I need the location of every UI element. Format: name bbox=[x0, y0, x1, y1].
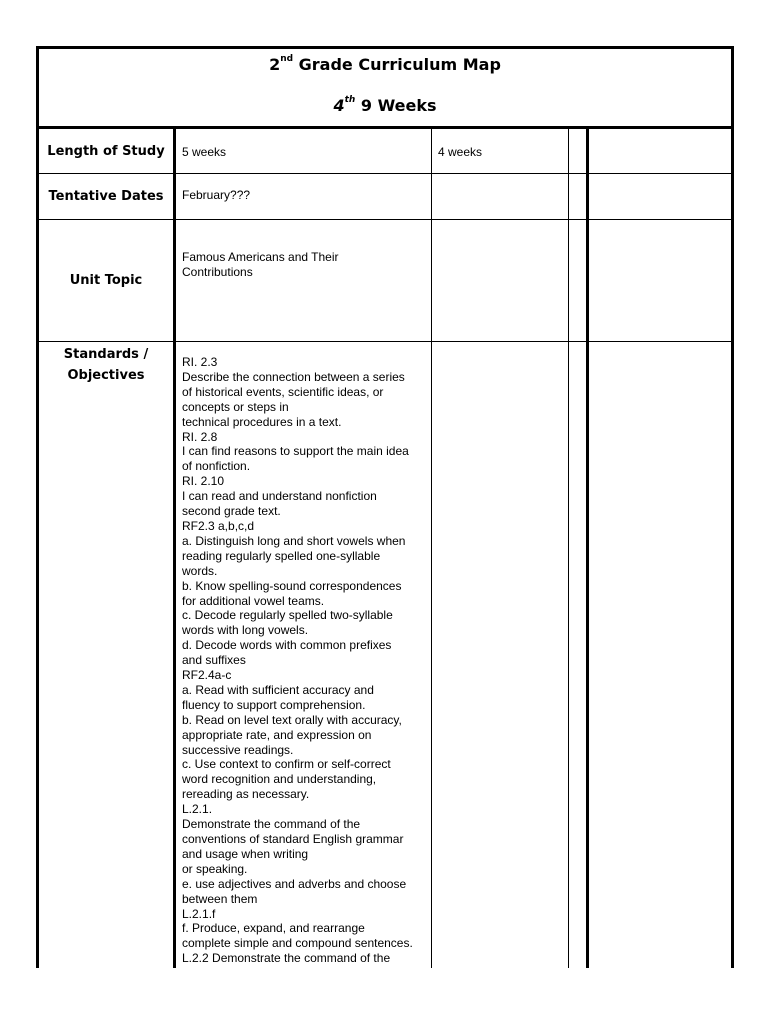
standard-line: c. Use context to confirm or self-correct bbox=[182, 757, 391, 772]
standard-line: words with long vowels. bbox=[182, 623, 309, 638]
narrow-cell bbox=[569, 129, 589, 173]
subtitle-superscript: th bbox=[344, 94, 356, 105]
standard-line: successive readings. bbox=[182, 742, 294, 757]
unit-topic-label: Unit Topic bbox=[39, 220, 176, 341]
empty-cell bbox=[589, 342, 731, 968]
standard-line: L.2.1. bbox=[182, 802, 213, 817]
standard-line: word recognition and understanding, bbox=[182, 772, 377, 787]
topic-line: Contributions bbox=[182, 265, 253, 279]
standard-line: e. use adjectives and adverbs and choose bbox=[182, 876, 407, 891]
standard-line: and usage when writing bbox=[182, 846, 309, 861]
length-col1-cell: 5 weeks bbox=[176, 129, 432, 173]
standard-line: a. Distinguish long and short vowels when bbox=[182, 533, 406, 548]
standard-line: b. Read on level text orally with accuracy, bbox=[182, 712, 402, 727]
narrow-cell bbox=[569, 342, 589, 968]
title-block bbox=[39, 49, 731, 129]
page-title bbox=[39, 49, 731, 74]
topic-col1-cell bbox=[176, 220, 432, 341]
empty-cell bbox=[589, 220, 731, 341]
standard-line: of nonfiction. bbox=[182, 459, 251, 474]
standard-line: d. Decode words with common prefixes bbox=[182, 638, 392, 653]
standard-line: reading regularly spelled one-syllable bbox=[182, 548, 381, 563]
subtitle-number: 4 bbox=[333, 96, 345, 115]
standard-line: L.2.1.f bbox=[182, 906, 216, 921]
tentative-dates-row bbox=[39, 174, 731, 220]
standard-line: technical procedures in a text. bbox=[182, 414, 342, 429]
standard-line: I can read and understand nonfiction bbox=[182, 489, 377, 504]
title-grade-superscript: nd bbox=[280, 53, 294, 64]
narrow-cell bbox=[569, 174, 589, 219]
standard-line: RF2.3 a,b,c,d bbox=[182, 518, 255, 533]
title-text: Grade Curriculum Map bbox=[293, 55, 501, 74]
standard-line: L.2.2 Demonstrate the command of the bbox=[182, 951, 391, 966]
tentative-dates-label: Tentative Dates bbox=[39, 174, 176, 219]
length-of-study-row bbox=[39, 129, 731, 174]
standard-line: concepts or steps in bbox=[182, 399, 289, 414]
standard-line: complete simple and compound sentences. bbox=[182, 936, 413, 951]
unit-topic-row bbox=[39, 220, 731, 342]
standards-row bbox=[39, 342, 731, 968]
page-subtitle bbox=[39, 96, 731, 115]
topic-col2-cell bbox=[432, 220, 569, 341]
standard-line: or speaking. bbox=[182, 861, 248, 876]
standard-line: a. Read with sufficient accuracy and bbox=[182, 682, 374, 697]
standard-line: between them bbox=[182, 891, 258, 906]
standard-line: and suffixes bbox=[182, 653, 246, 668]
standards-label-line: Objectives bbox=[67, 368, 145, 383]
standard-line: b. Know spelling-sound correspondences bbox=[182, 578, 402, 593]
standard-line: I can find reasons to support the main idea bbox=[182, 444, 409, 459]
standard-line: rereading as necessary. bbox=[182, 787, 310, 802]
title-grade: 2 bbox=[269, 55, 281, 74]
curriculum-map-table bbox=[36, 46, 734, 968]
standard-line: RF2.4a-c bbox=[182, 668, 232, 683]
subtitle-text: 9 Weeks bbox=[355, 96, 437, 115]
empty-cell bbox=[589, 129, 731, 173]
standard-line: Demonstrate the command of the bbox=[182, 817, 361, 832]
standard-line: f. Produce, expand, and rearrange bbox=[182, 921, 365, 936]
length-col2-cell: 4 weeks bbox=[432, 129, 569, 173]
standard-line: for additional vowel teams. bbox=[182, 593, 325, 608]
standard-line: RI. 2.10 bbox=[182, 474, 225, 489]
standards-label bbox=[39, 342, 176, 968]
dates-col2-cell bbox=[432, 174, 569, 219]
standard-line: conventions of standard English grammar bbox=[182, 832, 404, 846]
standard-line: words. bbox=[182, 563, 218, 578]
topic-line: Famous Americans and Their bbox=[182, 250, 339, 264]
standards-col1-cell bbox=[176, 342, 432, 968]
standard-line: fluency to support comprehension. bbox=[182, 697, 366, 712]
standard-line: Describe the connection between a series bbox=[182, 369, 405, 384]
standards-label-line: Standards / bbox=[63, 347, 149, 362]
standard-line: of historical events, scientific ideas, or bbox=[182, 384, 384, 399]
standard-line: second grade text. bbox=[182, 504, 281, 519]
standard-line: RI. 2.3 bbox=[182, 355, 218, 369]
standard-line: c. Decode regularly spelled two-syllable bbox=[182, 608, 393, 623]
standards-col2-cell bbox=[432, 342, 569, 968]
narrow-cell bbox=[569, 220, 589, 341]
length-of-study-label: Length of Study bbox=[39, 129, 176, 173]
empty-cell bbox=[589, 174, 731, 219]
dates-col1-cell: February??? bbox=[176, 174, 432, 219]
standard-line: RI. 2.8 bbox=[182, 429, 218, 444]
standard-line: appropriate rate, and expression on bbox=[182, 727, 372, 742]
